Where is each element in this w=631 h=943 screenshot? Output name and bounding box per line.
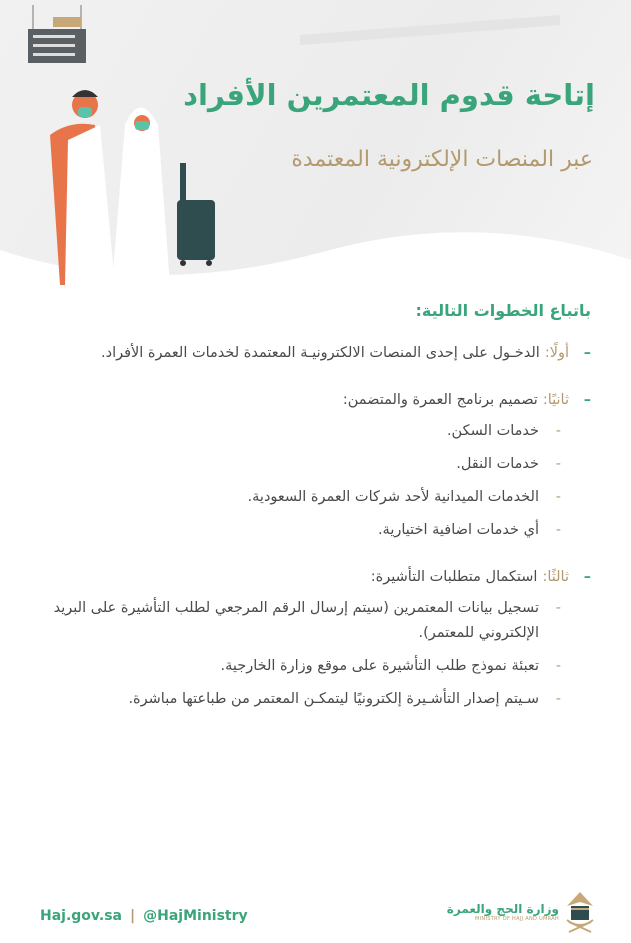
step-text: تصميم برنامج العمرة والمتضمن:: [342, 392, 538, 408]
list-item: - الخدمات الميدانية لأحد شركات العمرة السعودية.: [247, 489, 561, 505]
website-link[interactable]: Haj.gov.sa: [40, 908, 123, 924]
list-item: - خدمات النقل.: [456, 456, 561, 472]
pilgrims-illustration: [40, 85, 230, 285]
step-label: ثانيًا:: [542, 392, 569, 408]
footer-links: [40, 908, 248, 924]
page-subtitle: عبر المنصات الإلكترونية المعتمدة: [291, 147, 593, 172]
step-2: [31, 388, 591, 413]
logo-english-text: MINISTRY OF HAJJ AND UMRAH: [475, 916, 559, 922]
list-item: - سـيتم إصدار التأشـيرة إلكترونيًا ليتمكـن المعتمر من طباعتها مباشرة.: [128, 691, 561, 707]
step-3-subitems: [31, 596, 561, 712]
step-label: أولًا:: [544, 345, 569, 361]
ministry-logo: [447, 890, 595, 934]
departure-board-icon: [28, 5, 86, 67]
step-3: [31, 565, 591, 590]
list-item: - تسجيل بيانات المعتمرين (سيتم إرسال الرقم المرجعي لطلب التأشيرة على البريد الإلكتروني للمعتمر).: [53, 600, 561, 641]
bullet-dash: –: [583, 392, 591, 408]
step-text: الدخـول على إحدى المنصات الالكترونيـة المعتمدة لخدمات العمرة الأفراد.: [101, 345, 540, 361]
list-item: - خدمات السكن.: [446, 423, 561, 439]
page-title: إتاحة قدوم المعتمرين الأفراد: [183, 78, 595, 112]
list-item: - تعبئة نموذج طلب التأشيرة على موقع وزارة الخارجية.: [220, 658, 561, 674]
twitter-handle-link[interactable]: @HajMinistry: [143, 908, 248, 924]
step-1: [31, 341, 591, 366]
step-label: ثالثًا:: [542, 569, 569, 585]
step-2-subitems: [31, 419, 561, 543]
step-text: استكمال متطلبات التأشيرة:: [370, 569, 538, 585]
list-item: - أي خدمات اضافية اختيارية.: [377, 522, 561, 538]
bullet-dash: –: [583, 345, 591, 361]
logo-arabic-text: وزارة الحج والعمرة: [446, 902, 559, 916]
bullet-dash: –: [583, 569, 591, 585]
separator: |: [130, 908, 136, 924]
steps-content: [31, 298, 591, 734]
steps-heading: باتباع الخطوات التالية:: [415, 301, 591, 320]
kaaba-emblem-icon: [565, 890, 595, 934]
hero-banner: [0, 0, 631, 290]
